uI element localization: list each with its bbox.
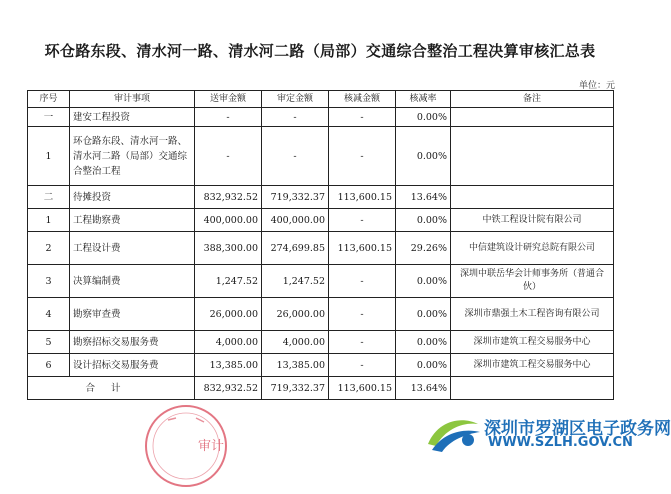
row-index: 6	[28, 354, 70, 377]
audit-stamp-icon	[138, 398, 234, 494]
row-note: 深圳中联岳华会计师事务所（普通合伙）	[451, 265, 614, 298]
row-note: 深圳市鼎强土木工程咨询有限公司	[451, 298, 614, 331]
row-rate: 0.00%	[396, 127, 451, 186]
header-reduction-rate: 核减率	[396, 91, 451, 108]
row-reduced: 113,600.15	[329, 186, 396, 209]
row-approved: -	[262, 127, 329, 186]
site-logo	[422, 410, 671, 458]
swoosh-logo-icon	[422, 410, 484, 456]
row-note	[451, 186, 614, 209]
table-row	[28, 331, 614, 354]
row-index: 3	[28, 265, 70, 298]
row-rate: 0.00%	[396, 298, 451, 331]
unit-note: 单位：元	[578, 81, 615, 91]
row-index: 5	[28, 331, 70, 354]
stamp-text: 审计	[198, 439, 225, 454]
row-note	[451, 108, 614, 127]
row-approved: -	[262, 108, 329, 127]
total-approved: 719,332.37	[262, 377, 329, 400]
row-submitted: 388,300.00	[195, 232, 262, 265]
row-submitted: 13,385.00	[195, 354, 262, 377]
row-submitted: -	[195, 127, 262, 186]
row-index: 2	[28, 232, 70, 265]
row-note	[451, 127, 614, 186]
table-header-row	[28, 91, 614, 108]
row-submitted: -	[195, 108, 262, 127]
total-rate: 13.64%	[396, 377, 451, 400]
row-submitted: 26,000.00	[195, 298, 262, 331]
row-item: 建安工程投资	[70, 108, 195, 127]
row-item: 环仓路东段、清水河一路、清水河二路（局部）交通综合整治工程	[70, 127, 195, 186]
logo-url: WWW.SZLH.GOV.CN	[488, 435, 633, 450]
table-row	[28, 108, 614, 127]
row-approved: 1,247.52	[262, 265, 329, 298]
row-reduced: -	[329, 298, 396, 331]
row-rate: 0.00%	[396, 209, 451, 232]
row-rate: 0.00%	[396, 108, 451, 127]
row-approved: 4,000.00	[262, 331, 329, 354]
table-row	[28, 186, 614, 209]
header-remarks: 备注	[451, 91, 614, 108]
row-approved: 274,699.85	[262, 232, 329, 265]
table-row	[28, 127, 614, 186]
row-note: 中铁工程设计院有限公司	[451, 209, 614, 232]
header-index: 序号	[28, 91, 70, 108]
total-submitted: 832,932.52	[195, 377, 262, 400]
table-row	[28, 232, 614, 265]
row-rate: 13.64%	[396, 186, 451, 209]
row-note: 中信建筑设计研究总院有限公司	[451, 232, 614, 265]
row-reduced: -	[329, 209, 396, 232]
row-submitted: 400,000.00	[195, 209, 262, 232]
header-audit-item: 审计事项	[70, 91, 195, 108]
row-note: 深圳市建筑工程交易服务中心	[451, 331, 614, 354]
total-note	[451, 377, 614, 400]
total-row	[28, 377, 614, 400]
row-approved: 400,000.00	[262, 209, 329, 232]
row-index: 4	[28, 298, 70, 331]
table-row	[28, 298, 614, 331]
row-index: 1	[28, 209, 70, 232]
row-item: 工程设计费	[70, 232, 195, 265]
row-rate: 0.00%	[396, 354, 451, 377]
row-index: 1	[28, 127, 70, 186]
row-reduced: -	[329, 354, 396, 377]
row-item: 决算编制费	[70, 265, 195, 298]
row-reduced: -	[329, 331, 396, 354]
row-submitted: 1,247.52	[195, 265, 262, 298]
table-row	[28, 265, 614, 298]
header-reduced-amount: 核减金额	[329, 91, 396, 108]
row-note: 深圳市建筑工程交易服务中心	[451, 354, 614, 377]
row-rate: 0.00%	[396, 265, 451, 298]
row-submitted: 832,932.52	[195, 186, 262, 209]
header-approved-amount: 审定金额	[262, 91, 329, 108]
audit-summary-table	[27, 90, 614, 400]
row-reduced: -	[329, 127, 396, 186]
row-index: 二	[28, 186, 70, 209]
logo-name: 深圳市罗湖区电子政务网	[484, 419, 671, 439]
total-label: 合计	[28, 377, 195, 400]
table-row	[28, 209, 614, 232]
row-item: 待摊投资	[70, 186, 195, 209]
row-item: 勘察招标交易服务费	[70, 331, 195, 354]
row-approved: 13,385.00	[262, 354, 329, 377]
row-item: 设计招标交易服务费	[70, 354, 195, 377]
row-rate: 0.00%	[396, 331, 451, 354]
row-submitted: 4,000.00	[195, 331, 262, 354]
row-reduced: 113,600.15	[329, 232, 396, 265]
row-approved: 719,332.37	[262, 186, 329, 209]
row-reduced: -	[329, 108, 396, 127]
row-reduced: -	[329, 265, 396, 298]
row-item: 勘察审查费	[70, 298, 195, 331]
page-title: 环仓路东段、清水河一路、清水河二路（局部）交通综合整治工程决算审核汇总表	[44, 42, 596, 60]
row-item: 工程勘察费	[70, 209, 195, 232]
table-row	[28, 354, 614, 377]
total-reduced: 113,600.15	[329, 377, 396, 400]
row-index: 一	[28, 108, 70, 127]
row-rate: 29.26%	[396, 232, 451, 265]
row-approved: 26,000.00	[262, 298, 329, 331]
header-submitted-amount: 送审金额	[195, 91, 262, 108]
